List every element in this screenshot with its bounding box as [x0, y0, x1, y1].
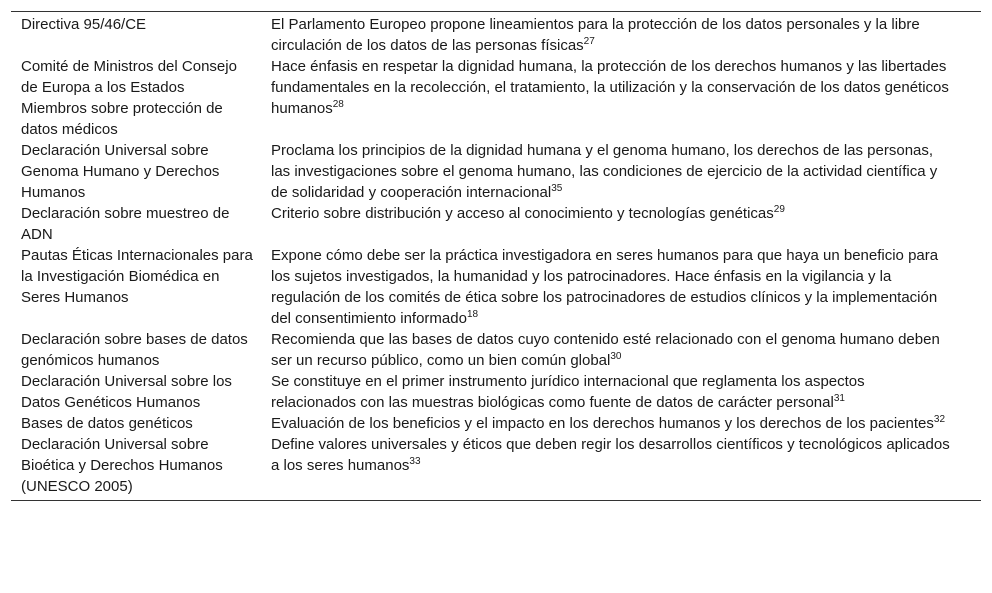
reference-number: 35	[551, 183, 563, 194]
instrument-cell: Declaración Universal sobre Bioética y Derechos Humanos (UNESCO 2005)	[21, 436, 223, 495]
description-cell	[267, 434, 981, 500]
table-row	[11, 245, 981, 329]
instrument-cell: Declaración Universal sobre los Datos Genéticos Humanos	[21, 373, 232, 411]
description-cell	[267, 413, 981, 434]
description-text: Hace énfasis en respetar la dignidad humana, la protección de los derechos humanos y las libertades fundamentales en la recolección, el tratamiento, la utilización y la conservación de los datos genéticos humanos	[271, 58, 949, 117]
reference-number: 33	[409, 456, 421, 467]
instrument-cell: Declaración sobre muestreo de ADN	[21, 205, 230, 243]
instrument-cell: Declaración Universal sobre Genoma Humano y Derechos Humanos	[21, 142, 220, 201]
regulations-table	[11, 12, 981, 500]
reference-number: 31	[833, 393, 845, 404]
table-row	[11, 329, 981, 371]
regulations-table-container	[11, 11, 981, 501]
table-row	[11, 413, 981, 434]
instrument-cell: Directiva 95/46/CE	[21, 16, 147, 33]
instrument-cell: Declaración sobre bases de datos genómicos humanos	[21, 331, 248, 369]
reference-number: 28	[332, 99, 344, 110]
reference-number: 27	[583, 36, 595, 47]
reference-number: 32	[933, 414, 946, 425]
description-cell	[267, 329, 981, 371]
description-text: Se constituye en el primer instrumento jurídico internacional que reglamenta los aspectos relacionados con las muestras biológicas como fuente de datos de carácter personal	[271, 373, 865, 411]
reference-number: 30	[610, 351, 622, 362]
description-text: Recomienda que las bases de datos cuyo contenido esté relacionado con el genoma humano deben ser un recurso público, como un bien común global	[271, 331, 940, 369]
table-row	[11, 371, 981, 413]
instrument-cell: Comité de Ministros del Consejo de Europa a los Estados Miembros sobre protección de datos médicos	[21, 58, 237, 138]
table-row	[11, 56, 981, 140]
table-row	[11, 434, 981, 500]
description-text: Criterio sobre distribución y acceso al conocimiento y tecnologías genéticas	[271, 205, 774, 222]
reference-number: 29	[773, 204, 785, 215]
description-text: Proclama los principios de la dignidad humana y el genoma humano, los derechos de las personas, las investigaciones sobre el genoma humano, las condiciones de ejercicio de la actividad científica y de solidaridad y cooperación internacional	[271, 142, 938, 201]
description-text: Evaluación de los beneficios y el impacto en los derechos humanos y los derechos de los pacientes	[271, 415, 934, 432]
instrument-cell: Bases de datos genéticos	[21, 415, 193, 432]
description-cell	[267, 12, 981, 56]
description-cell	[267, 245, 981, 329]
table-row	[11, 203, 981, 245]
description-cell	[267, 56, 981, 140]
table-row	[11, 140, 981, 203]
description-cell	[267, 203, 981, 245]
description-text: Define valores universales y éticos que deben regir los desarrollos científicos y tecnológicos aplicados a los seres humanos	[271, 436, 950, 474]
description-cell	[267, 371, 981, 413]
reference-number: 18	[466, 309, 479, 320]
table-row	[11, 12, 981, 56]
instrument-cell: Pautas Éticas Internacionales para la Investigación Biomédica en Seres Humanos	[21, 247, 253, 306]
description-text: Expone cómo debe ser la práctica investigadora en seres humanos para que haya un beneficio para los sujetos investigados, la humanidad y los patrocinadores. Hace énfasis en la vigilancia y la regulación de los comités de ética sobre los patrocinadores de estudios clínicos y la implementación del consentimiento informado	[271, 247, 939, 327]
description-text: El Parlamento Europeo propone lineamientos para la protección de los datos personales y la libre circulación de los datos de las personas físicas	[271, 16, 920, 54]
description-cell	[267, 140, 981, 203]
